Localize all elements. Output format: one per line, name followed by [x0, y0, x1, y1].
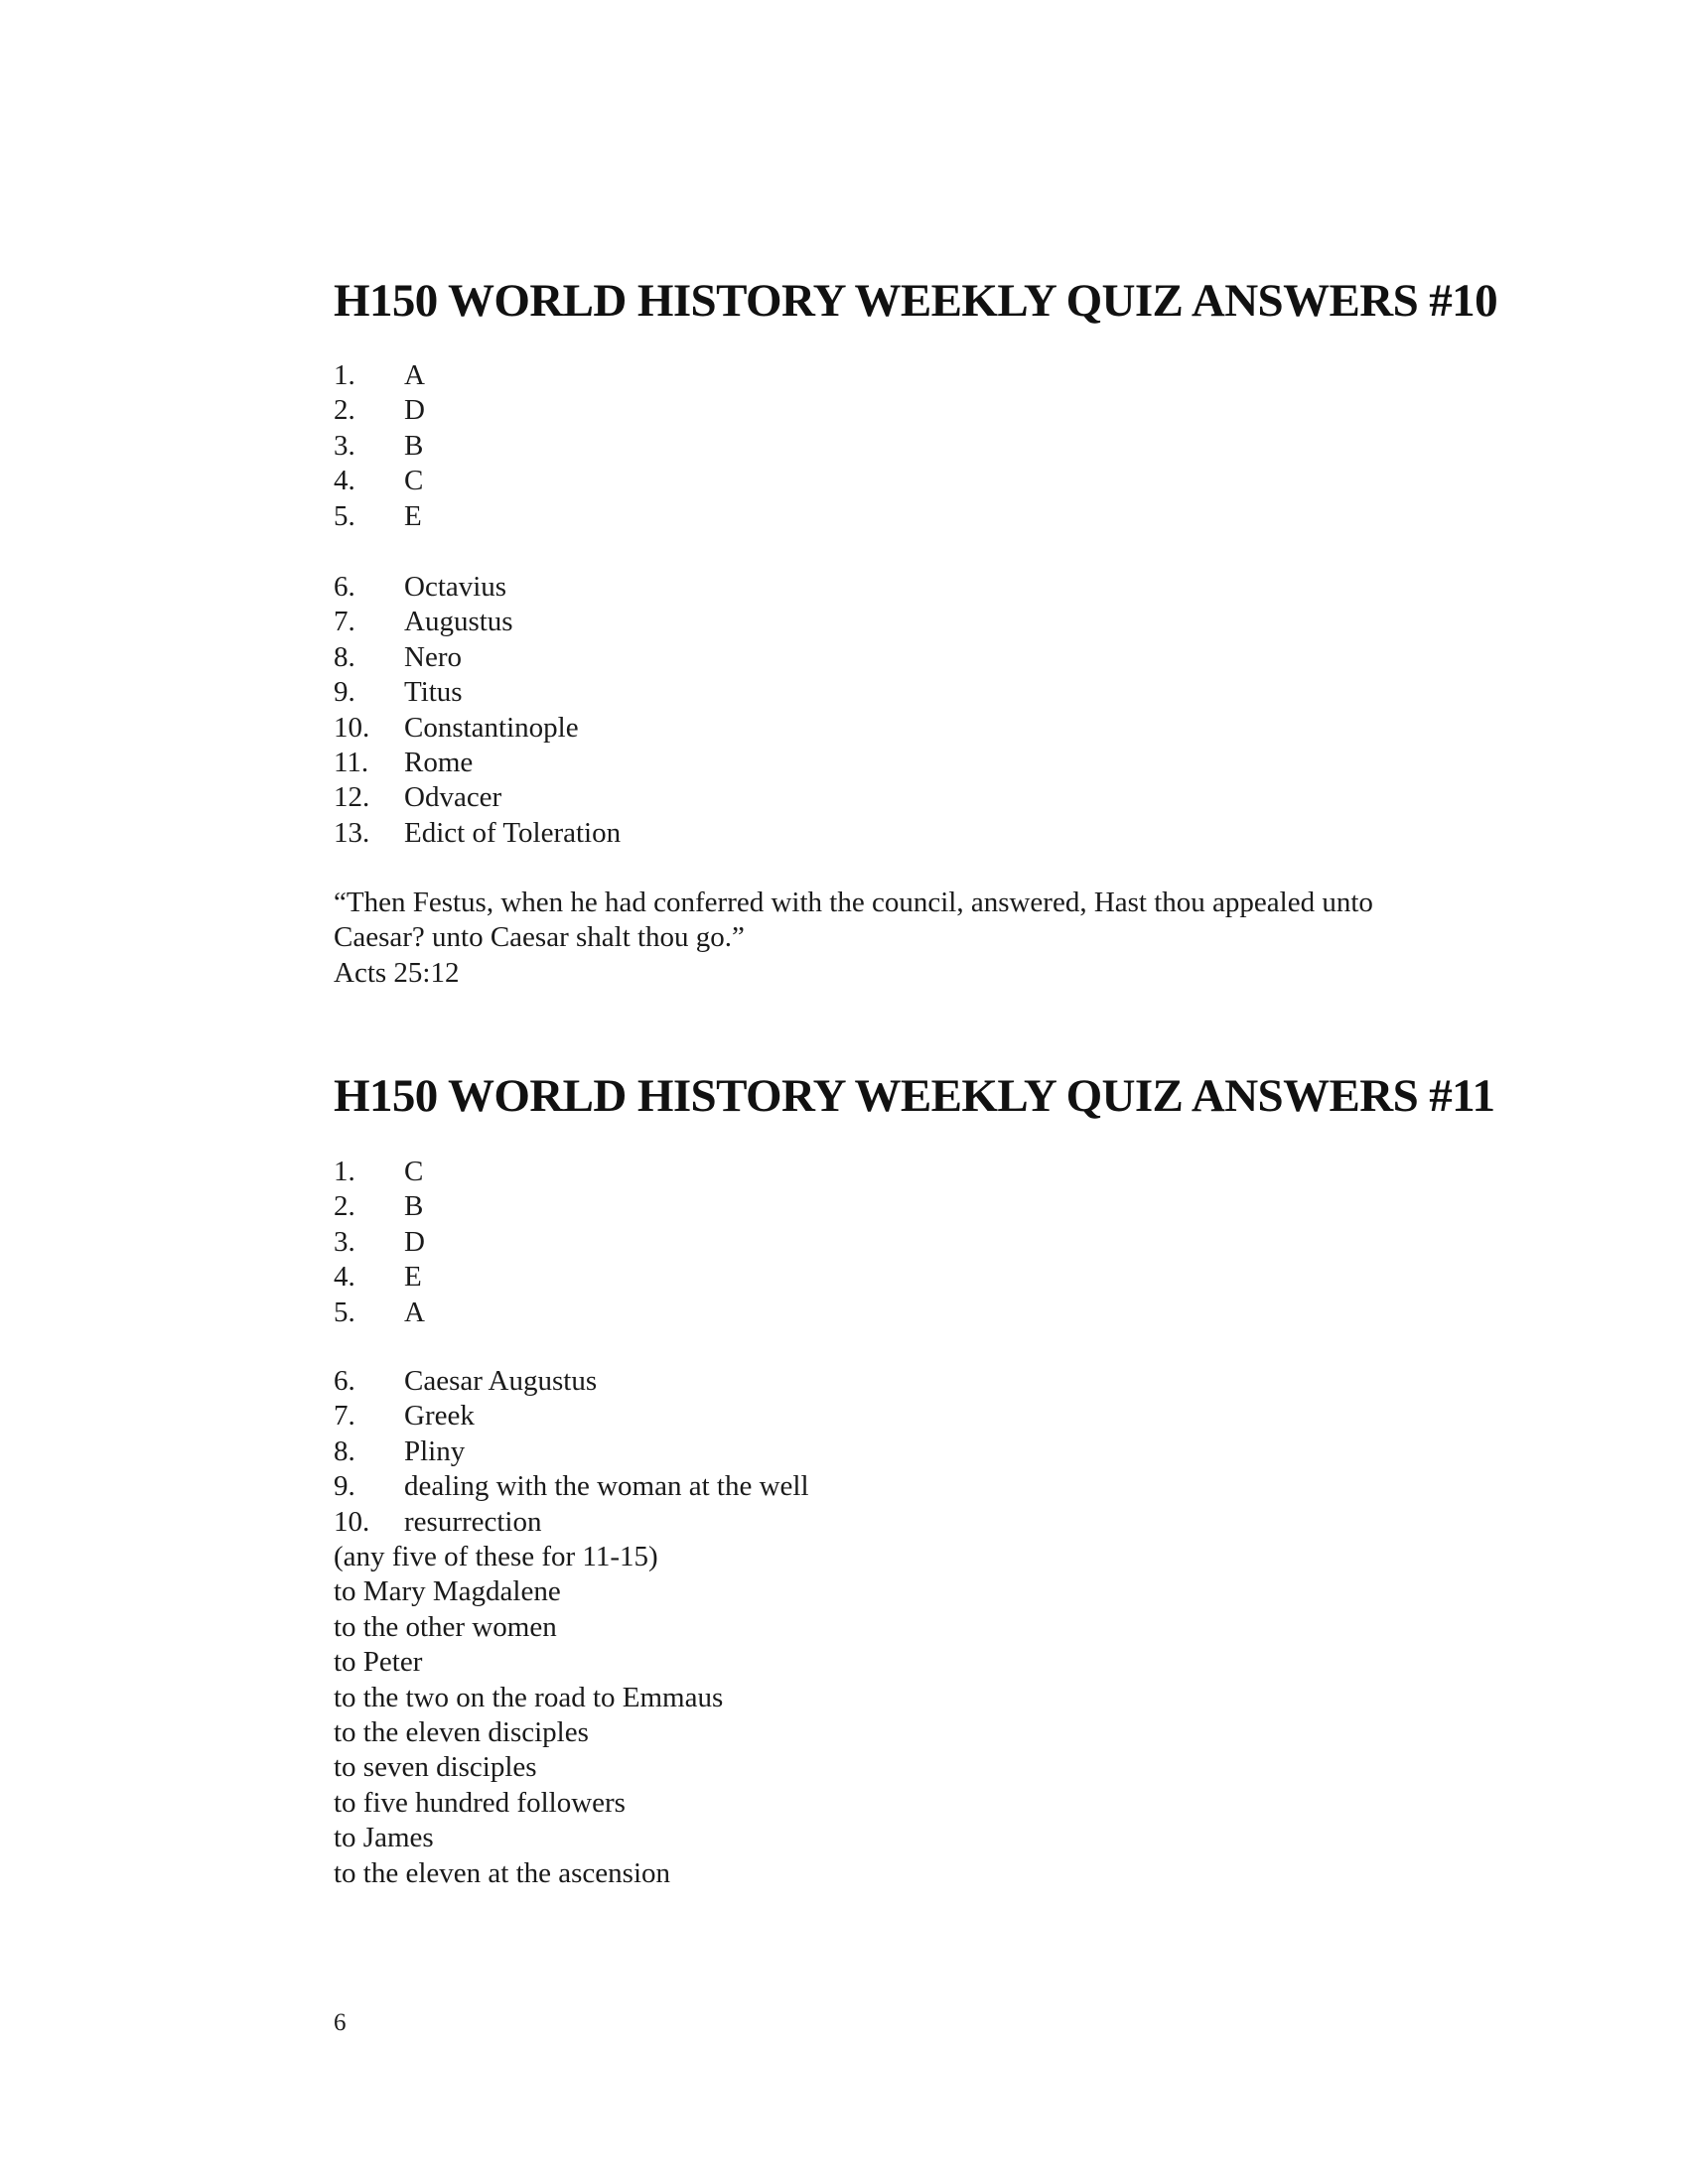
answer-text: C [404, 1156, 424, 1187]
text-line: to the two on the road to Emmaus [334, 1681, 724, 1713]
answer-text: A [404, 1296, 425, 1328]
text-line: to James [334, 1822, 434, 1854]
answer-text: C [404, 465, 424, 497]
answer-number: 3. [334, 1225, 355, 1258]
quiz-10-title: H150 WORLD HISTORY WEEKLY QUIZ ANSWERS #10 [334, 275, 1497, 327]
text-line: to Mary Magdalene [334, 1575, 561, 1608]
answer-text: Augustus [404, 606, 513, 638]
answer-number: 5. [334, 1296, 355, 1328]
quiz-10-answers-6-13 [334, 570, 1525, 851]
answer-item [334, 464, 1525, 498]
answer-item [334, 640, 1525, 675]
answer-item [334, 1434, 1525, 1469]
answer-text: B [404, 429, 424, 462]
answer-number: 13. [334, 816, 370, 849]
answer-text: Pliny [404, 1434, 466, 1467]
quiz-10-answers-1-5 [334, 358, 1525, 534]
answer-item [334, 816, 1525, 851]
answer-text: Octavius [404, 571, 507, 603]
answer-text: D [404, 394, 425, 427]
answer-item [334, 780, 1525, 815]
answer-item [334, 1399, 1525, 1433]
answer-item [334, 1296, 1525, 1330]
answer-number: 6. [334, 571, 355, 603]
answer-text: Odvacer [404, 781, 502, 814]
answer-text: E [404, 499, 422, 532]
text-line: to five hundred followers [334, 1786, 626, 1819]
answer-number: 8. [334, 640, 355, 673]
answer-item [334, 711, 1525, 746]
answer-item [334, 1225, 1525, 1260]
answer-number: 9. [334, 1470, 355, 1503]
answer-number: 1. [334, 1156, 355, 1187]
answer-item [334, 1260, 1525, 1295]
page-number: 6 [334, 2009, 347, 2036]
answer-number: 11. [334, 746, 369, 778]
text-line: to the eleven disciples [334, 1715, 589, 1748]
answer-item [334, 605, 1525, 639]
answer-number: 9. [334, 676, 355, 709]
text-line: to the eleven at the ascension [334, 1856, 671, 1889]
answer-text: Caesar Augustus [404, 1365, 598, 1397]
answer-text: E [404, 1261, 422, 1294]
answer-number: 6. [334, 1365, 355, 1397]
answer-number: 2. [334, 394, 355, 427]
answer-text: Constantinople [404, 711, 579, 744]
answer-item [334, 393, 1525, 428]
answer-item [334, 1155, 1525, 1189]
answer-number: 2. [334, 1190, 355, 1223]
text-line: to the other women [334, 1610, 557, 1643]
answer-number: 12. [334, 781, 370, 814]
text-line: Caesar? unto Caesar shalt thou go.” [334, 921, 745, 954]
answer-text: B [404, 1190, 424, 1223]
answer-number: 7. [334, 1400, 355, 1433]
text-line: (any five of these for 11-15) [334, 1541, 658, 1572]
answer-item [334, 675, 1525, 710]
answer-item [334, 1469, 1525, 1504]
answer-text: dealing with the woman at the well [404, 1470, 809, 1503]
answer-number: 5. [334, 499, 355, 532]
answer-text: Edict of Toleration [404, 816, 622, 849]
answer-item [334, 1189, 1525, 1224]
answer-number: 4. [334, 465, 355, 497]
answer-text: A [404, 359, 425, 391]
answer-text: D [404, 1225, 425, 1258]
quiz-10-quote [334, 886, 1624, 991]
answer-number: 7. [334, 606, 355, 638]
text-line: Acts 25:12 [334, 956, 460, 989]
answer-item [334, 1505, 1525, 1540]
answer-item [334, 570, 1525, 605]
answer-text: Rome [404, 746, 474, 778]
answer-text: resurrection [404, 1505, 542, 1538]
answer-item [334, 499, 1525, 534]
text-line: “Then Festus, when he had conferred with the council, answered, Hast thou appealed unto [334, 887, 1373, 918]
answer-number: 8. [334, 1434, 355, 1467]
quiz-11-answers-6-10 [334, 1364, 1525, 1540]
answer-text: Titus [404, 676, 463, 709]
quiz-11-answers-1-5 [334, 1155, 1525, 1330]
answer-number: 3. [334, 429, 355, 462]
quiz-11-title: H150 WORLD HISTORY WEEKLY QUIZ ANSWERS #11 [334, 1070, 1495, 1122]
answer-number: 1. [334, 359, 355, 391]
answer-item [334, 1364, 1525, 1399]
answer-item [334, 429, 1525, 464]
answer-item [334, 746, 1525, 780]
answer-number: 10. [334, 1505, 370, 1538]
text-line: to seven disciples [334, 1751, 537, 1784]
quiz-11-resurrection-appearances [334, 1540, 1525, 1891]
answer-number: 10. [334, 711, 370, 744]
answer-number: 4. [334, 1261, 355, 1294]
text-line: to Peter [334, 1646, 423, 1679]
answer-text: Nero [404, 640, 462, 673]
answer-text: Greek [404, 1400, 475, 1433]
answer-item [334, 358, 1525, 393]
